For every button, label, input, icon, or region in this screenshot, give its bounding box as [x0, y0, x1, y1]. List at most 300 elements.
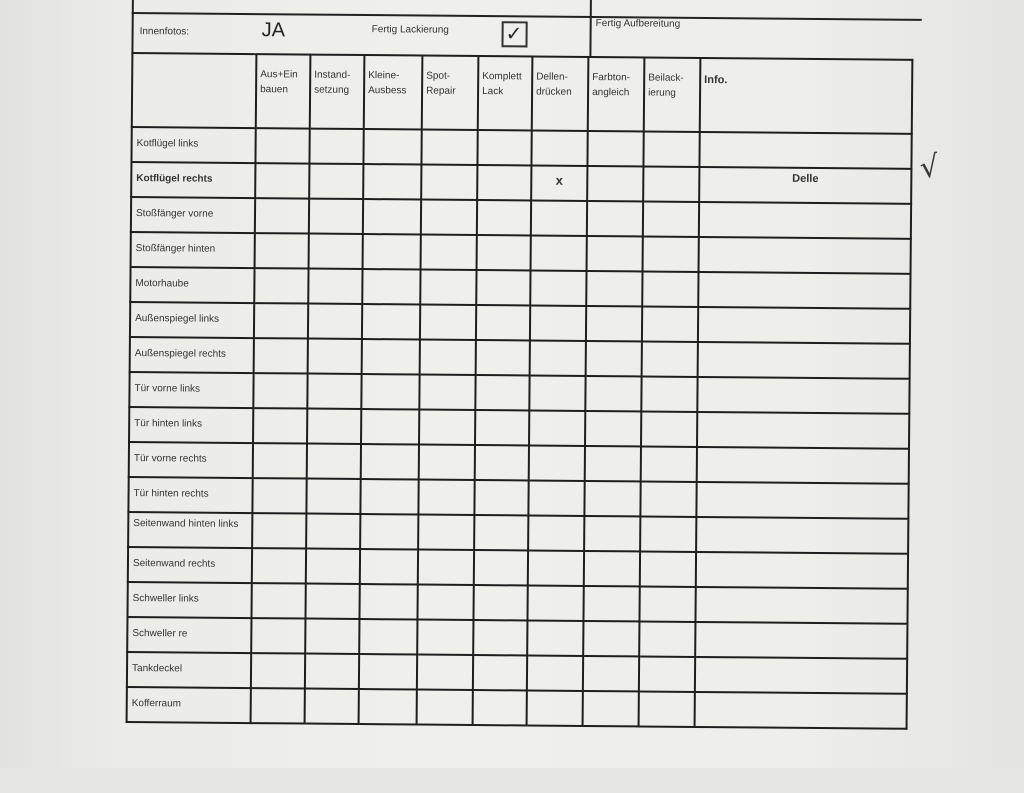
mark-cell[interactable] — [306, 549, 360, 584]
table-body — [127, 127, 912, 729]
info-value — [700, 203, 910, 209]
mark-cell[interactable] — [473, 690, 527, 725]
mark-value — [309, 305, 361, 311]
mark-value — [362, 480, 418, 486]
mark-cell[interactable] — [583, 656, 639, 691]
mark-cell[interactable] — [527, 690, 583, 725]
mark-cell[interactable] — [643, 236, 699, 271]
mark-cell[interactable] — [640, 481, 696, 516]
column-header — [644, 57, 701, 131]
mark-value — [530, 411, 584, 417]
mark-cell[interactable] — [421, 130, 477, 165]
info-cell[interactable] — [697, 412, 909, 449]
mark-value — [423, 131, 477, 137]
info-value — [696, 658, 906, 664]
mark-value — [254, 444, 306, 450]
mark-value — [254, 409, 306, 415]
row-label-cell — [129, 442, 253, 478]
mark-cell[interactable] — [360, 549, 418, 585]
mark-cell[interactable] — [359, 584, 417, 620]
mark-cell[interactable] — [363, 164, 421, 200]
mark-cell[interactable] — [252, 478, 306, 513]
mark-cell[interactable] — [583, 586, 639, 621]
mark-value — [643, 342, 697, 348]
row-label: Außenspiegel links — [135, 313, 220, 325]
column-header — [422, 56, 479, 130]
info-cell[interactable] — [699, 237, 911, 274]
row-label: Kofferraum — [131, 698, 182, 710]
header-divider — [590, 0, 592, 16]
mark-cell[interactable] — [527, 620, 583, 655]
row-label: Außenspiegel rechts — [134, 348, 227, 360]
mark-cell[interactable] — [475, 375, 529, 410]
repair-table — [126, 52, 914, 730]
mark-value — [584, 622, 638, 628]
row-label-cell — [127, 687, 251, 723]
mark-cell[interactable] — [309, 129, 363, 164]
mark-cell[interactable] — [362, 304, 420, 340]
mark-cell[interactable] — [417, 620, 473, 655]
mark-cell[interactable] — [531, 200, 587, 235]
mark-value — [642, 412, 696, 418]
mark-value — [253, 514, 305, 520]
mark-cell[interactable] — [531, 235, 587, 270]
mark-cell[interactable] — [418, 515, 474, 550]
mark-value — [418, 656, 472, 662]
info-cell[interactable] — [699, 202, 911, 239]
mark-cell[interactable] — [641, 376, 697, 411]
info-cell[interactable] — [697, 377, 909, 414]
mark-value — [418, 691, 472, 697]
mark-value — [475, 586, 527, 592]
info-cell[interactable] — [699, 167, 911, 204]
mark-cell[interactable] — [255, 163, 309, 198]
mark-cell[interactable] — [255, 233, 309, 268]
mark-value — [363, 375, 419, 381]
info-cell[interactable] — [695, 587, 907, 624]
mark-cell[interactable] — [417, 655, 473, 690]
innenfotos-row — [131, 12, 921, 59]
mark-value — [308, 410, 360, 416]
mark-cell[interactable] — [308, 269, 362, 304]
mark-cell[interactable] — [531, 130, 587, 165]
mark-value — [479, 131, 531, 137]
info-cell[interactable] — [695, 622, 907, 659]
mark-cell[interactable] — [254, 268, 308, 303]
mark-cell[interactable] — [253, 443, 307, 478]
mark-value — [642, 447, 696, 453]
mark-value — [531, 376, 585, 382]
mark-cell[interactable] — [584, 516, 640, 551]
mark-cell[interactable] — [305, 619, 359, 654]
mark-cell[interactable] — [309, 199, 363, 234]
mark-cell[interactable] — [528, 480, 584, 515]
mark-cell[interactable] — [420, 305, 476, 340]
mark-value — [306, 620, 358, 626]
mark-value — [363, 305, 419, 311]
mark-cell[interactable] — [308, 339, 362, 374]
mark-value — [640, 692, 694, 698]
row-label-cell — [129, 407, 253, 443]
info-cell[interactable] — [696, 482, 908, 519]
mark-cell[interactable] — [363, 234, 421, 270]
info-value — [698, 448, 908, 454]
mark-value — [529, 516, 583, 522]
vin-value — [262, 0, 341, 3]
mark-cell[interactable] — [359, 654, 417, 690]
mark-cell[interactable] — [363, 129, 421, 165]
column-header-empty — [132, 53, 257, 128]
mark-cell[interactable] — [360, 514, 418, 550]
info-cell[interactable] — [698, 307, 910, 344]
row-label-cell — [128, 512, 252, 548]
mark-cell[interactable] — [530, 270, 586, 305]
mark-cell[interactable] — [418, 550, 474, 585]
mark-cell[interactable] — [309, 234, 363, 269]
mark-cell[interactable] — [360, 479, 418, 515]
mark-cell[interactable] — [476, 340, 530, 375]
info-cell[interactable] — [699, 132, 911, 169]
mark-value — [528, 691, 582, 697]
row-label-cell — [131, 197, 255, 233]
mark-value — [587, 342, 641, 348]
mark-value — [530, 481, 584, 487]
info-value — [696, 623, 906, 629]
mark-value — [584, 692, 638, 698]
mark-value — [308, 480, 360, 486]
mark-value — [364, 200, 420, 206]
mark-value — [478, 236, 530, 242]
mark-value — [421, 341, 475, 347]
column-header-label: Beilack-ierung — [648, 72, 684, 99]
row-label-cell — [129, 372, 253, 408]
mark-cell[interactable] — [421, 165, 477, 200]
mark-value — [256, 199, 308, 205]
margin-checkmark-icon: √ — [917, 148, 942, 187]
row-label-cell — [130, 337, 254, 373]
column-header — [588, 57, 645, 131]
mark-cell[interactable] — [251, 653, 305, 688]
row-label-cell — [128, 477, 252, 513]
mark-value — [645, 132, 699, 138]
mark-value — [528, 656, 582, 662]
mark-value — [644, 202, 698, 208]
mark-cell[interactable] — [418, 480, 474, 515]
mark-cell[interactable] — [420, 340, 476, 375]
mark-cell[interactable] — [473, 620, 527, 655]
info-value — [698, 483, 908, 489]
mark-cell[interactable] — [251, 583, 305, 618]
mark-value — [642, 482, 696, 488]
mark-cell[interactable] — [361, 444, 419, 480]
mark-cell[interactable] — [474, 515, 528, 550]
mark-cell[interactable] — [475, 445, 529, 480]
mark-cell[interactable] — [528, 550, 584, 585]
mark-value — [529, 551, 583, 557]
mark-cell[interactable] — [477, 165, 531, 200]
mark-value — [585, 587, 639, 593]
mark-cell[interactable] — [361, 409, 419, 445]
mark-cell[interactable] — [474, 480, 528, 515]
fertig-lackierung-checkbox[interactable] — [501, 21, 527, 47]
info-value — [700, 238, 910, 244]
mark-cell[interactable] — [252, 548, 306, 583]
mark-cell[interactable] — [475, 410, 529, 445]
mark-cell[interactable] — [585, 376, 641, 411]
mark-cell[interactable] — [585, 411, 641, 446]
mark-value — [588, 167, 642, 173]
mark-value — [252, 619, 304, 625]
column-header — [310, 55, 365, 129]
row-label: Tür vorne rechts — [133, 453, 207, 465]
innenfotos-value: JA — [261, 19, 286, 42]
mark-cell[interactable] — [586, 341, 642, 376]
row-label: Tankdeckel — [131, 663, 183, 675]
mark-cell[interactable] — [587, 201, 643, 236]
mark-cell[interactable] — [473, 655, 527, 690]
mark-cell[interactable] — [642, 271, 698, 306]
mark-cell[interactable] — [251, 618, 305, 653]
mark-cell[interactable] — [639, 586, 695, 621]
mark-value — [420, 446, 474, 452]
info-cell[interactable] — [695, 657, 907, 694]
mark-value — [640, 622, 694, 628]
column-header — [532, 56, 589, 130]
mark-cell[interactable] — [640, 551, 696, 586]
mark-cell[interactable] — [643, 131, 699, 166]
mark-cell[interactable] — [307, 374, 361, 409]
mark-value — [419, 516, 473, 522]
mark-cell[interactable] — [529, 375, 585, 410]
info-cell[interactable] — [696, 552, 908, 589]
mark-cell[interactable] — [584, 481, 640, 516]
mark-cell[interactable] — [528, 515, 584, 550]
mark-cell[interactable] — [255, 128, 309, 163]
mark-cell[interactable] — [253, 408, 307, 443]
mark-cell[interactable] — [421, 200, 477, 235]
mark-cell[interactable] — [359, 689, 417, 725]
mark-value — [586, 482, 640, 488]
mark-value — [361, 585, 417, 591]
column-header-label: Instand-setzung — [314, 69, 351, 96]
mark-cell[interactable] — [477, 235, 531, 270]
mark-value — [476, 446, 528, 452]
checkmark-icon: ✓ — [505, 21, 523, 46]
mark-value — [360, 655, 416, 661]
mark-value — [308, 445, 360, 451]
mark-value — [640, 657, 694, 663]
info-cell[interactable] — [695, 692, 907, 729]
mark-value — [585, 552, 639, 558]
mark-cell[interactable] — [527, 655, 583, 690]
column-header-label: Kleine-Ausbess — [368, 70, 407, 97]
mark-cell[interactable] — [640, 516, 696, 551]
mark-value — [476, 481, 528, 487]
mark-cell[interactable] — [306, 479, 360, 514]
mark-cell[interactable] — [419, 445, 475, 480]
mark-cell[interactable] — [587, 131, 643, 166]
info-value — [699, 273, 909, 279]
info-cell[interactable] — [697, 447, 909, 484]
row-label-cell — [127, 582, 251, 618]
mark-cell[interactable] — [639, 691, 695, 726]
mark-cell[interactable] — [421, 235, 477, 270]
mark-cell[interactable] — [255, 198, 309, 233]
mark-cell[interactable] — [477, 200, 531, 235]
mark-value — [477, 341, 529, 347]
mark-cell[interactable] — [584, 551, 640, 586]
mark-cell[interactable] — [308, 304, 362, 339]
row-label: Schweller links — [132, 593, 199, 605]
mark-cell[interactable] — [583, 621, 639, 656]
mark-cell[interactable] — [530, 340, 586, 375]
mark-value — [643, 377, 697, 383]
mark-cell[interactable] — [359, 619, 417, 655]
mark-cell[interactable] — [531, 165, 587, 200]
mark-cell[interactable] — [641, 411, 697, 446]
mark-cell[interactable] — [419, 375, 475, 410]
mark-value — [420, 481, 474, 487]
mark-value — [421, 271, 475, 277]
mark-cell[interactable] — [362, 339, 420, 375]
mark-value — [421, 376, 475, 382]
mark-cell[interactable] — [305, 654, 359, 689]
mark-value — [531, 341, 585, 347]
mark-cell[interactable] — [251, 688, 305, 723]
mark-cell[interactable] — [420, 270, 476, 305]
mark-cell[interactable] — [643, 166, 699, 201]
mark-value — [478, 201, 530, 207]
mark-cell[interactable] — [307, 409, 361, 444]
mark-cell[interactable] — [306, 514, 360, 549]
mark-value: x — [555, 172, 563, 188]
info-cell[interactable] — [698, 342, 910, 379]
mark-value — [309, 340, 361, 346]
row-label-cell — [131, 127, 255, 163]
mark-cell[interactable] — [642, 341, 698, 376]
mark-value — [588, 202, 642, 208]
mark-cell[interactable] — [583, 691, 639, 726]
mark-cell[interactable] — [641, 446, 697, 481]
mark-cell[interactable] — [254, 338, 308, 373]
mark-value — [644, 167, 698, 173]
mark-cell[interactable] — [586, 271, 642, 306]
row-label-cell — [128, 547, 252, 583]
mark-value — [364, 165, 420, 171]
mark-value — [418, 621, 472, 627]
mark-cell[interactable] — [529, 410, 585, 445]
mark-value — [362, 445, 418, 451]
mark-value — [584, 657, 638, 663]
mark-value — [361, 515, 417, 521]
mark-cell[interactable] — [417, 690, 473, 725]
mark-value — [478, 166, 530, 172]
mark-cell[interactable] — [587, 166, 643, 201]
mark-cell[interactable] — [307, 444, 361, 479]
mark-cell[interactable] — [476, 270, 530, 305]
mark-cell[interactable] — [361, 374, 419, 410]
mark-cell[interactable] — [305, 689, 359, 724]
mark-cell[interactable] — [363, 199, 421, 235]
mark-cell[interactable] — [253, 373, 307, 408]
info-cell[interactable] — [696, 517, 908, 554]
mark-value — [533, 132, 587, 138]
mark-value — [253, 584, 305, 590]
mark-value — [474, 656, 526, 662]
row-label-cell — [130, 302, 254, 338]
table-header-row — [132, 53, 913, 134]
column-header-label: Info. — [704, 73, 728, 87]
mark-cell[interactable] — [476, 305, 530, 340]
column-header — [364, 55, 423, 130]
mark-cell[interactable] — [417, 585, 473, 620]
mark-cell[interactable] — [474, 550, 528, 585]
table-row — [127, 687, 907, 729]
mark-cell[interactable] — [527, 585, 583, 620]
mark-cell[interactable] — [252, 513, 306, 548]
mark-value — [641, 587, 695, 593]
column-header — [478, 56, 533, 130]
column-header — [256, 54, 311, 128]
info-value — [697, 588, 907, 594]
row-label-cell — [131, 162, 255, 198]
mark-cell[interactable] — [642, 306, 698, 341]
mark-cell[interactable] — [585, 446, 641, 481]
mark-cell[interactable] — [419, 410, 475, 445]
info-cell[interactable] — [698, 272, 910, 309]
column-header — [700, 58, 913, 134]
mark-value — [641, 517, 695, 523]
mark-cell[interactable] — [586, 306, 642, 341]
mark-value — [252, 689, 304, 695]
mark-value — [477, 376, 529, 382]
mark-cell[interactable] — [530, 305, 586, 340]
mark-value — [477, 271, 529, 277]
innenfotos-label: Innenfotos: — [139, 26, 190, 38]
row-label: Kotflügel links — [136, 138, 199, 150]
mark-value — [532, 202, 586, 208]
info-value — [699, 378, 909, 384]
mark-value — [254, 479, 306, 485]
mark-value — [306, 655, 358, 661]
mark-cell[interactable] — [477, 130, 531, 165]
mark-value — [476, 411, 528, 417]
mark-value — [475, 551, 527, 557]
mark-value — [307, 515, 359, 521]
column-header-label — [133, 54, 255, 67]
mark-cell[interactable] — [305, 584, 359, 619]
mark-cell[interactable] — [587, 236, 643, 271]
row-label: Schweller re — [132, 628, 188, 640]
row-label: Tür hinten links — [134, 418, 203, 430]
mark-cell[interactable] — [643, 201, 699, 236]
mark-value — [474, 621, 526, 627]
mark-value — [255, 339, 307, 345]
mark-cell[interactable] — [639, 656, 695, 691]
column-header-label: Farbton-angleich — [592, 72, 631, 99]
mark-value — [422, 166, 476, 172]
mark-value — [311, 130, 363, 136]
mark-cell[interactable] — [639, 621, 695, 656]
mark-value — [360, 690, 416, 696]
mark-cell[interactable] — [309, 164, 363, 199]
mark-cell[interactable] — [254, 303, 308, 338]
mark-value — [422, 201, 476, 207]
mark-cell[interactable] — [529, 445, 585, 480]
mark-cell[interactable] — [473, 585, 527, 620]
mark-cell[interactable] — [362, 269, 420, 305]
row-label: Seitenwand rechts — [132, 558, 216, 570]
